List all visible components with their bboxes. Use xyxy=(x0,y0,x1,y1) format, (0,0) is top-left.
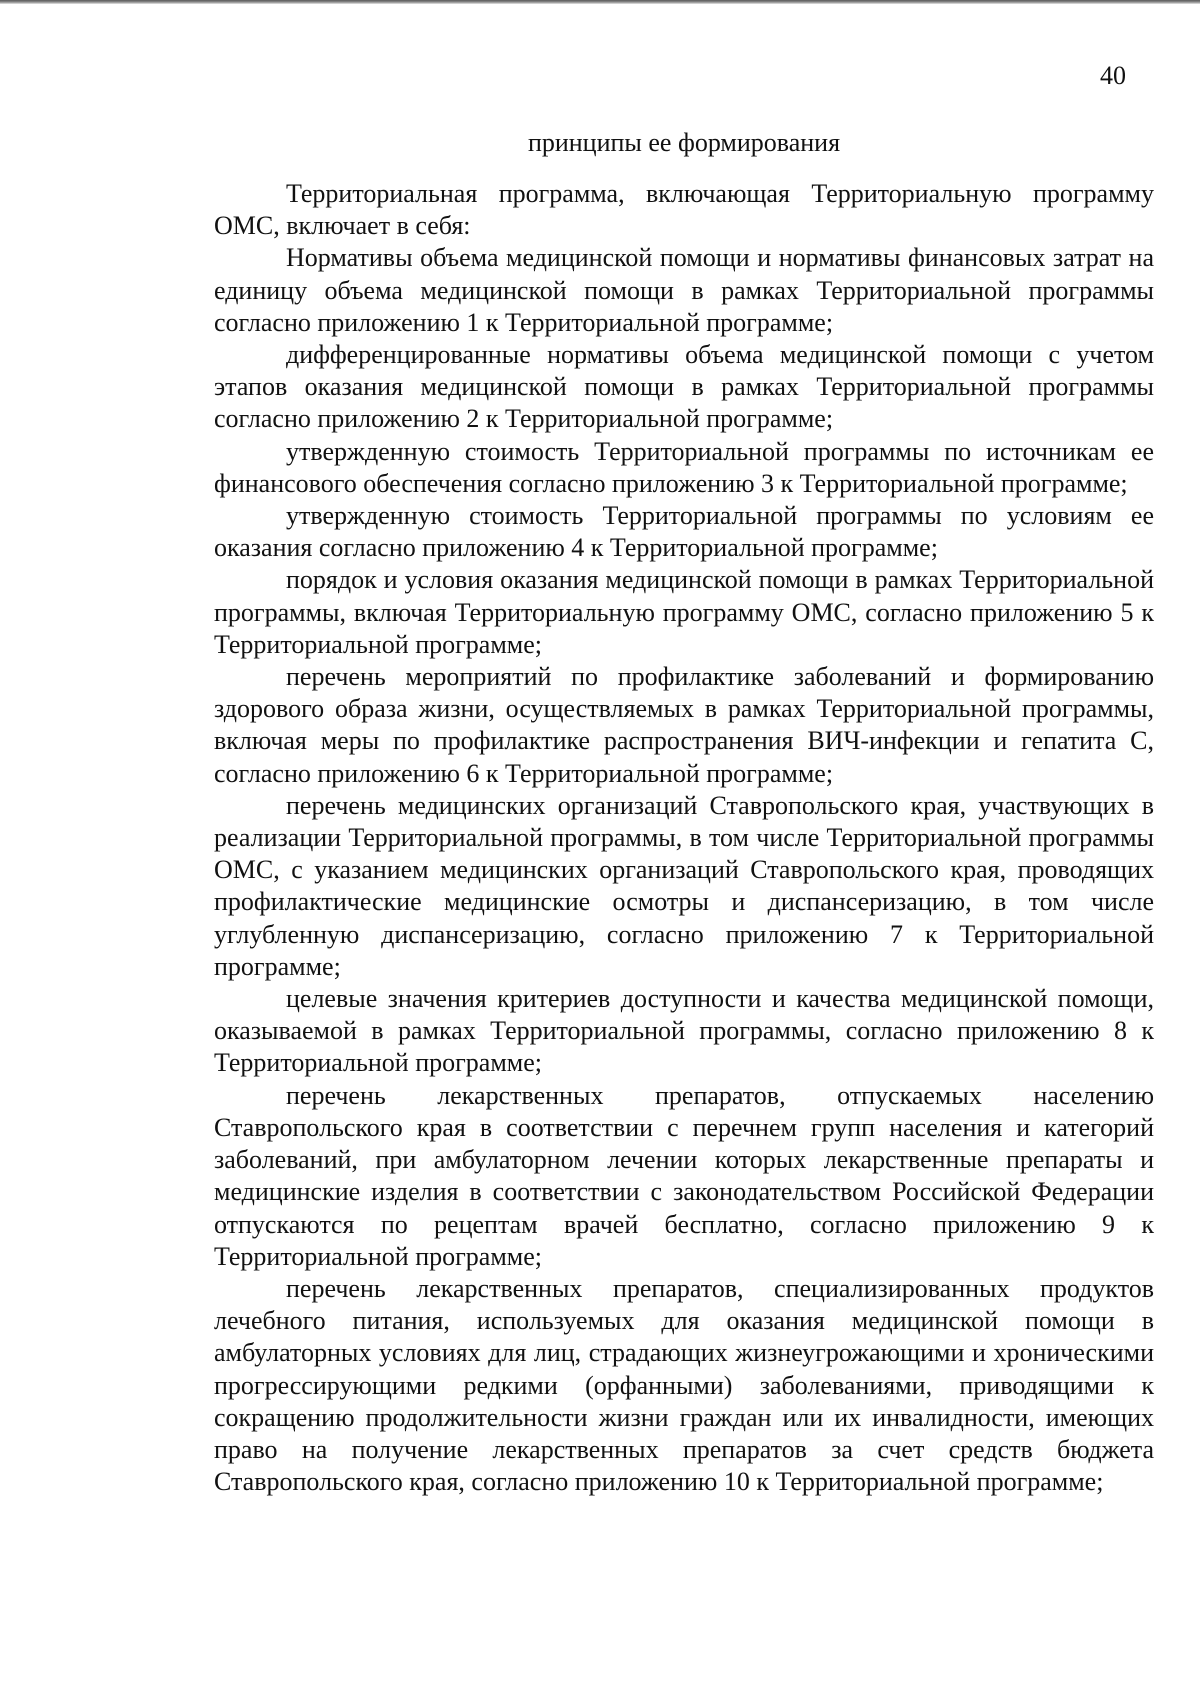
paragraph-item-10: перечень лекарственных препаратов, специализированных продуктов лечебного питания, используемых для оказания медицинской помощи в амбулаторных условиях для лиц, страдающих жизнеугрожающими и хроническими прогрессирующими редкими (орфанными) заболеваниями, приводящими к сокращению продолжительности жизни граждан или их инвалидности, имеющих право на получение лекарственных препаратов за счет средств бюджета Ставропольского края, согласно приложению 10 к Территориальной программе; xyxy=(214,1273,1154,1497)
page-number: 40 xyxy=(1100,61,1126,90)
document-body xyxy=(214,178,1154,1498)
paragraph-item-1: Нормативы объема медицинской помощи и нормативы финансовых затрат на единицу объема медицинской помощи в рамках Территориальной программы согласно приложению 1 к Территориальной программе; xyxy=(214,243,1154,337)
paragraph-item-5: порядок и условия оказания медицинской помощи в рамках Территориальной программы, включая Территориальную программу ОМС, согласно приложению 5 к Территориальной программе; xyxy=(214,565,1154,659)
paragraph-item-7: перечень медицинских организаций Ставропольского края, участвующих в реализации Территориальной программы, в том числе Территориальной программы ОМС, с указанием медицинских организаций Ставропольского края, проводящих профилактические медицинские осмотры и диспансеризацию, в том числе углубленную диспансеризацию, согласно приложению 7 к Территориальной программе; xyxy=(214,790,1154,981)
paragraph-item-2: дифференцированные нормативы объема медицинской помощи с учетом этапов оказания медицинской помощи в рамках Территориальной программы согласно приложению 2 к Территориальной программе; xyxy=(214,340,1154,434)
paragraph-item-6: перечень мероприятий по профилактике заболеваний и формированию здорового образа жизни, осуществляемых в рамках Территориальной программы, включая меры по профилактике распространения ВИЧ-инфекции и гепатита С, согласно приложению 6 к Территориальной программе; xyxy=(214,662,1154,788)
section-heading: принципы ее формирования xyxy=(527,128,841,157)
paragraph-item-3: утвержденную стоимость Территориальной программы по источникам ее финансового обеспечения согласно приложению 3 к Территориальной программе; xyxy=(214,436,1154,498)
scan-top-edge xyxy=(0,0,1200,4)
paragraph-item-8: целевые значения критериев доступности и качества медицинской помощи, оказываемой в рамках Территориальной программы, согласно приложению 8 к Территориальной программе; xyxy=(214,984,1154,1078)
paragraph-item-4: утвержденную стоимость Территориальной программы по условиям ее оказания согласно приложению 4 к Территориальной программе; xyxy=(214,501,1154,563)
paragraph-item-9: перечень лекарственных препаратов, отпускаемых населению Ставропольского края в соответствии с перечнем групп населения и категорий заболеваний, при амбулаторном лечении которых лекарственные препараты и медицинские изделия в соответствии с законодательством Российской Федерации отпускаются по рецептам врачей бесплатно, согласно приложению 9 к Территориальной программе; xyxy=(214,1080,1154,1271)
paragraph-intro: Территориальная программа, включающая Территориальную программу ОМС, включает в себя: xyxy=(214,179,1154,241)
